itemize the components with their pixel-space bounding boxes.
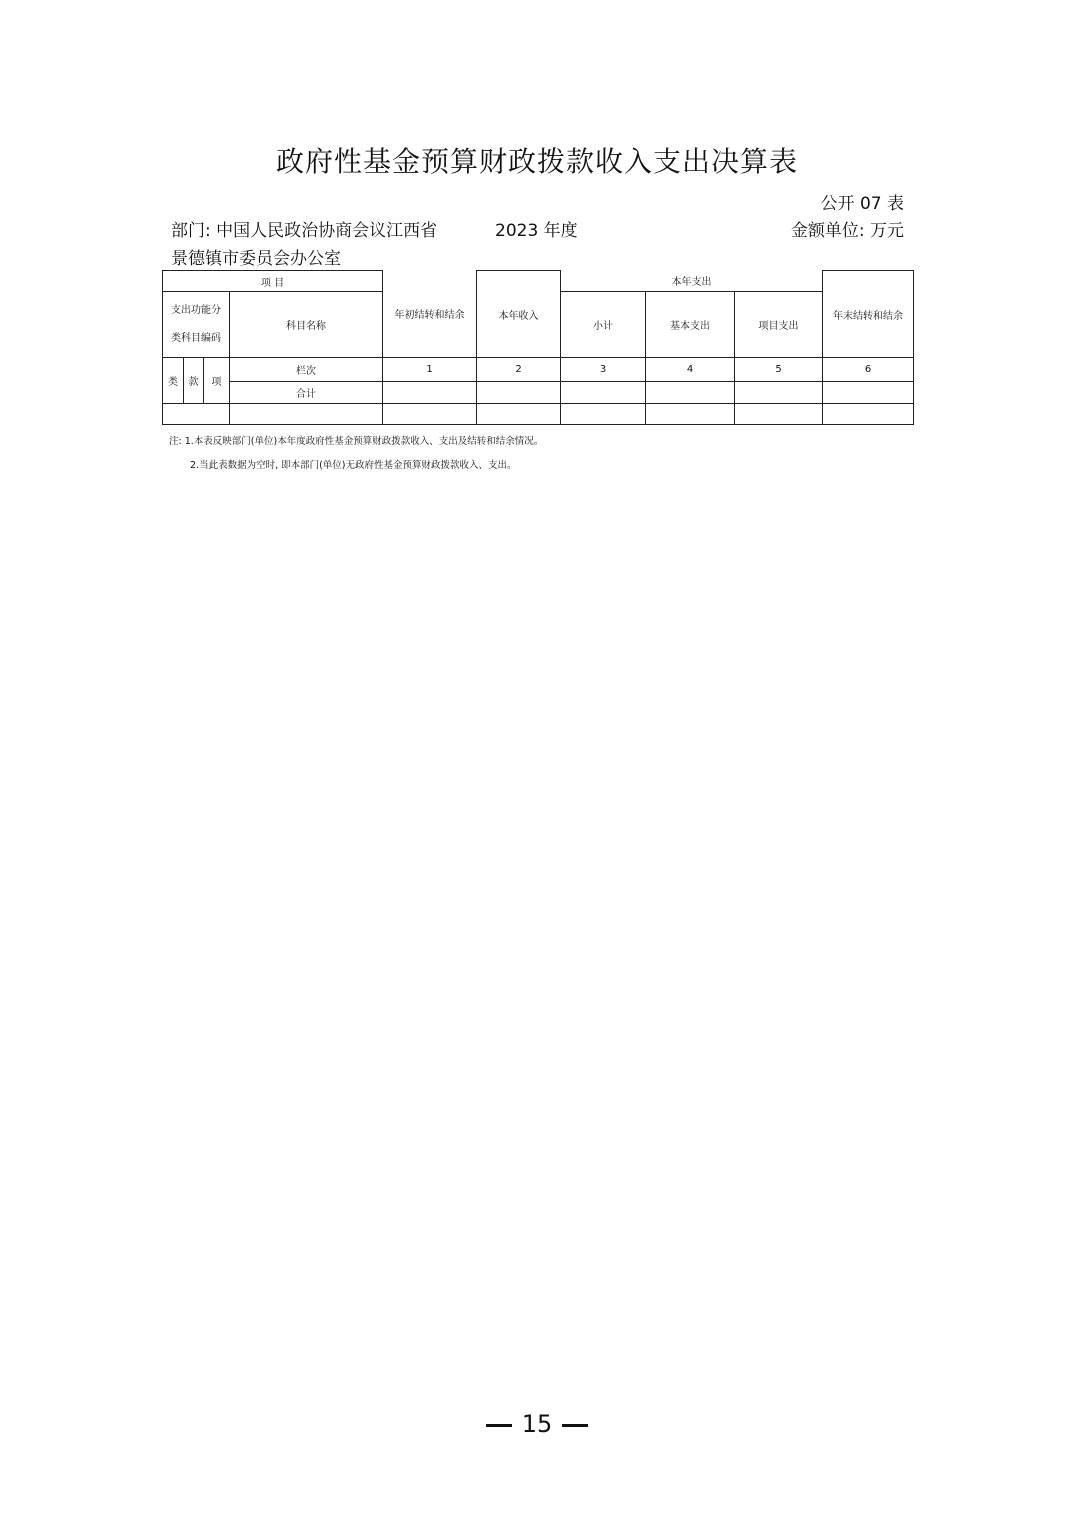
empty-cell <box>383 404 477 425</box>
dash-right <box>562 1424 588 1427</box>
header-item-sub: 项 <box>204 358 230 404</box>
dash-left <box>486 1424 512 1427</box>
header-class: 类 <box>163 358 184 404</box>
header-func-code <box>163 292 230 358</box>
amount-unit: 金额单位: 万元 <box>790 221 904 241</box>
budget-table <box>162 270 914 425</box>
footnote-1: 注: 1.本表反映部门(单位)本年度政府性基金预算财政拨款收入、支出及结转和结余情况。 <box>169 436 544 447</box>
total-cell <box>561 382 646 404</box>
header-income: 本年收入 <box>477 271 561 358</box>
empty-cell <box>823 404 914 425</box>
header-closing-balance: 年末结转和结余 <box>823 271 914 358</box>
empty-cell <box>163 404 230 425</box>
row-label-total: 合计 <box>230 382 383 404</box>
header-project-expense: 项目支出 <box>735 292 823 358</box>
header-func-code-line2: 类科目编码 <box>171 332 221 344</box>
header-func-code-line1: 支出功能分 <box>171 304 221 316</box>
form-code: 公开 07 表 <box>820 194 904 214</box>
col-number-5: 5 <box>735 358 823 382</box>
col-number-2: 2 <box>477 358 561 382</box>
page-title: 政府性基金预算财政拨款收入支出决算表 <box>275 145 798 178</box>
col-number-4: 4 <box>646 358 735 382</box>
total-cell <box>383 382 477 404</box>
header-section: 款 <box>184 358 204 404</box>
header-opening-balance: 年初结转和结余 <box>383 271 477 358</box>
empty-cell <box>230 404 383 425</box>
fiscal-year: 2023 年度 <box>495 221 578 241</box>
header-item: 项 目 <box>163 271 383 292</box>
row-label-col-index: 栏次 <box>230 358 383 382</box>
page-number-value: 15 <box>521 1410 553 1438</box>
footnote-2: 2.当此表数据为空时, 即本部门(单位)无政府性基金预算财政拨款收入、支出。 <box>190 460 517 471</box>
total-cell <box>735 382 823 404</box>
total-cell <box>823 382 914 404</box>
department-label: 部门: 中国人民政治协商会议江西省景德镇市委员会办公室 <box>171 221 438 269</box>
total-cell <box>477 382 561 404</box>
empty-cell <box>561 404 646 425</box>
total-cell <box>646 382 735 404</box>
header-subject-name: 科目名称 <box>230 292 383 358</box>
col-number-1: 1 <box>383 358 477 382</box>
empty-cell <box>477 404 561 425</box>
empty-cell <box>646 404 735 425</box>
page-number <box>0 1410 1074 1438</box>
header-expense: 本年支出 <box>561 271 823 292</box>
header-basic-expense: 基本支出 <box>646 292 735 358</box>
col-number-6: 6 <box>823 358 914 382</box>
col-number-3: 3 <box>561 358 646 382</box>
empty-cell <box>735 404 823 425</box>
header-subtotal: 小计 <box>561 292 646 358</box>
